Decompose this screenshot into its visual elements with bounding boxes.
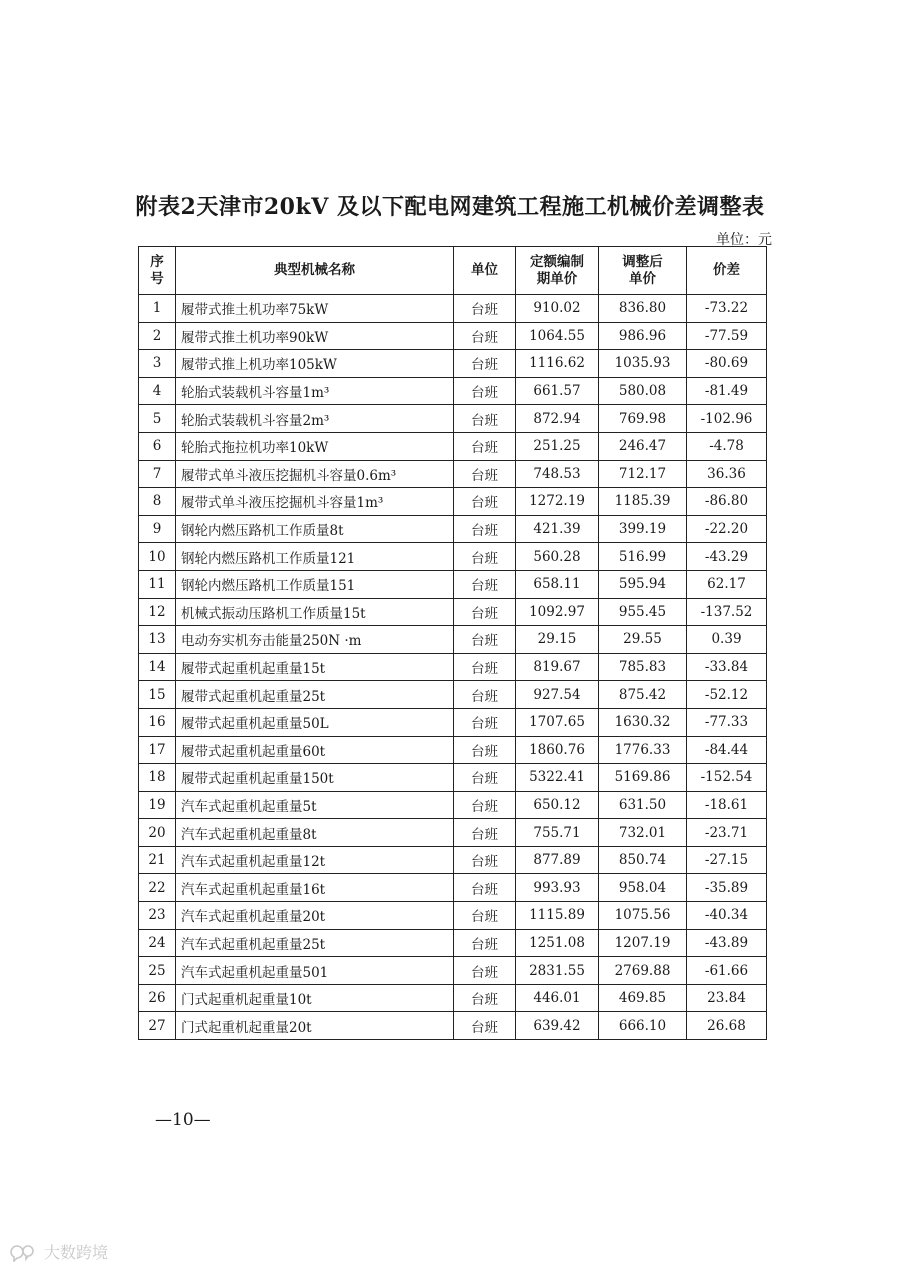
- cell-base-price: 446.01: [516, 984, 599, 1012]
- cell-name: 钢轮内燃压路机工作质量151: [176, 570, 454, 598]
- cell-unit: 台班: [454, 598, 516, 626]
- cell-unit: 台班: [454, 488, 516, 516]
- cell-name: 履带式推土机功率90kW: [176, 322, 454, 350]
- cell-base-price: 639.42: [516, 1012, 599, 1040]
- cell-unit: 台班: [454, 405, 516, 433]
- table-row: [139, 626, 767, 654]
- cell-name: 钢轮内燃压路机工作质量121: [176, 543, 454, 571]
- cell-diff: 62.17: [687, 570, 767, 598]
- cell-name: 汽车式起重机起重量12t: [176, 846, 454, 874]
- cell-adjusted-price: 875.42: [599, 681, 687, 709]
- cell-unit: 台班: [454, 432, 516, 460]
- cell-base-price: 755.71: [516, 819, 599, 847]
- page-number: —10—: [155, 1110, 211, 1130]
- table-row: [139, 295, 767, 323]
- cell-diff: -77.33: [687, 708, 767, 736]
- cell-base-price: 819.67: [516, 653, 599, 681]
- cell-unit: 台班: [454, 764, 516, 792]
- cell-diff: -52.12: [687, 681, 767, 709]
- cell-no: 8: [139, 488, 176, 516]
- cell-name: 门式起重机起重量10t: [176, 984, 454, 1012]
- table-row: [139, 984, 767, 1012]
- cell-unit: 台班: [454, 570, 516, 598]
- cell-diff: -22.20: [687, 515, 767, 543]
- cell-name: 钢轮内燃压路机工作质量8t: [176, 515, 454, 543]
- cell-base-price: 910.02: [516, 295, 599, 323]
- table-row: [139, 957, 767, 985]
- cell-no: 11: [139, 570, 176, 598]
- cell-unit: 台班: [454, 322, 516, 350]
- table-row: [139, 405, 767, 433]
- cell-no: 6: [139, 432, 176, 460]
- header-adjusted-price: 调整后单价: [599, 247, 687, 295]
- cell-name: 履带式起重机起重量50L: [176, 708, 454, 736]
- cell-unit: 台班: [454, 681, 516, 709]
- cell-unit: 台班: [454, 653, 516, 681]
- cell-name: 履带式单斗液压挖掘机斗容量0.6m³: [176, 460, 454, 488]
- cell-unit: 台班: [454, 902, 516, 930]
- cell-name: 汽车式起重机起重量25t: [176, 929, 454, 957]
- cell-unit: 台班: [454, 874, 516, 902]
- cell-base-price: 560.28: [516, 543, 599, 571]
- cell-adjusted-price: 712.17: [599, 460, 687, 488]
- cell-unit: 台班: [454, 736, 516, 764]
- cell-no: 18: [139, 764, 176, 792]
- cell-adjusted-price: 1630.32: [599, 708, 687, 736]
- table-row: [139, 708, 767, 736]
- cell-unit: 台班: [454, 350, 516, 378]
- cell-unit: 台班: [454, 819, 516, 847]
- cell-unit: 台班: [454, 1012, 516, 1040]
- cell-diff: -80.69: [687, 350, 767, 378]
- watermark: [8, 1240, 108, 1263]
- cell-base-price: 1707.65: [516, 708, 599, 736]
- cell-no: 10: [139, 543, 176, 571]
- cell-base-price: 877.89: [516, 846, 599, 874]
- cell-adjusted-price: 580.08: [599, 377, 687, 405]
- table-header-row: [139, 247, 767, 295]
- cell-no: 14: [139, 653, 176, 681]
- cell-unit: 台班: [454, 295, 516, 323]
- cell-adjusted-price: 785.83: [599, 653, 687, 681]
- cell-diff: -40.34: [687, 902, 767, 930]
- table-row: [139, 874, 767, 902]
- cell-unit: 台班: [454, 791, 516, 819]
- cell-name: 履带式单斗液压挖掘机斗容量1m³: [176, 488, 454, 516]
- cell-diff: -43.29: [687, 543, 767, 571]
- cell-name: 轮胎式拖拉机功率10kW: [176, 432, 454, 460]
- cell-name: 汽车式起重机起重量501: [176, 957, 454, 985]
- table-row: [139, 322, 767, 350]
- table-row: [139, 488, 767, 516]
- cell-no: 7: [139, 460, 176, 488]
- cell-no: 20: [139, 819, 176, 847]
- cell-diff: 23.84: [687, 984, 767, 1012]
- cell-diff: -84.44: [687, 736, 767, 764]
- cell-adjusted-price: 595.94: [599, 570, 687, 598]
- cell-adjusted-price: 631.50: [599, 791, 687, 819]
- cell-diff: -102.96: [687, 405, 767, 433]
- chat-bubble-logo-icon: [8, 1242, 38, 1262]
- table-row: [139, 1012, 767, 1040]
- header-no: 序号: [139, 247, 176, 295]
- cell-diff: 36.36: [687, 460, 767, 488]
- cell-diff: -61.66: [687, 957, 767, 985]
- cell-unit: 台班: [454, 708, 516, 736]
- table-row: [139, 791, 767, 819]
- cell-unit: 台班: [454, 626, 516, 654]
- cell-adjusted-price: 955.45: [599, 598, 687, 626]
- cell-base-price: 1860.76: [516, 736, 599, 764]
- table-row: [139, 543, 767, 571]
- table-row: [139, 681, 767, 709]
- cell-name: 汽车式起重机起重量16t: [176, 874, 454, 902]
- cell-adjusted-price: 836.80: [599, 295, 687, 323]
- cell-base-price: 29.15: [516, 626, 599, 654]
- cell-adjusted-price: 1035.93: [599, 350, 687, 378]
- cell-adjusted-price: 29.55: [599, 626, 687, 654]
- cell-adjusted-price: 666.10: [599, 1012, 687, 1040]
- cell-adjusted-price: 986.96: [599, 322, 687, 350]
- table-row: [139, 432, 767, 460]
- cell-name: 汽车式起重机起重量5t: [176, 791, 454, 819]
- table-row: [139, 350, 767, 378]
- cell-name: 履带式起重机起重量15t: [176, 653, 454, 681]
- table-row: [139, 902, 767, 930]
- cell-name: 履带式起重机起重量25t: [176, 681, 454, 709]
- cell-name: 门式起重机起重量20t: [176, 1012, 454, 1040]
- cell-base-price: 2831.55: [516, 957, 599, 985]
- cell-no: 25: [139, 957, 176, 985]
- cell-base-price: 993.93: [516, 874, 599, 902]
- cell-adjusted-price: 246.47: [599, 432, 687, 460]
- cell-base-price: 1064.55: [516, 322, 599, 350]
- cell-diff: -152.54: [687, 764, 767, 792]
- cell-no: 3: [139, 350, 176, 378]
- cell-unit: 台班: [454, 984, 516, 1012]
- cell-no: 27: [139, 1012, 176, 1040]
- cell-diff: -4.78: [687, 432, 767, 460]
- cell-base-price: 927.54: [516, 681, 599, 709]
- cell-base-price: 658.11: [516, 570, 599, 598]
- table-row: [139, 460, 767, 488]
- cell-base-price: 1092.97: [516, 598, 599, 626]
- cell-no: 24: [139, 929, 176, 957]
- cell-adjusted-price: 850.74: [599, 846, 687, 874]
- cell-diff: -27.15: [687, 846, 767, 874]
- cell-base-price: 748.53: [516, 460, 599, 488]
- cell-base-price: 650.12: [516, 791, 599, 819]
- cell-adjusted-price: 1075.56: [599, 902, 687, 930]
- cell-name: 电动夯实机夯击能量250N ·m: [176, 626, 454, 654]
- table-row: [139, 598, 767, 626]
- cell-unit: 台班: [454, 957, 516, 985]
- cell-diff: -81.49: [687, 377, 767, 405]
- cell-name: 履带式起重机起重量150t: [176, 764, 454, 792]
- cell-name: 汽车式起重机起重量8t: [176, 819, 454, 847]
- cell-adjusted-price: 769.98: [599, 405, 687, 433]
- cell-name: 轮胎式装载机斗容量1m³: [176, 377, 454, 405]
- table-row: [139, 570, 767, 598]
- cell-unit: 台班: [454, 377, 516, 405]
- cell-diff: -33.84: [687, 653, 767, 681]
- cell-name: 汽车式起重机起重量20t: [176, 902, 454, 930]
- cell-diff: -43.89: [687, 929, 767, 957]
- cell-no: 9: [139, 515, 176, 543]
- cell-diff: -137.52: [687, 598, 767, 626]
- header-base-price: 定额编制期单价: [516, 247, 599, 295]
- header-name: 典型机械名称: [176, 247, 454, 295]
- table-row: [139, 736, 767, 764]
- cell-name: 轮胎式装载机斗容量2m³: [176, 405, 454, 433]
- cell-adjusted-price: 732.01: [599, 819, 687, 847]
- price-difference-table: [138, 246, 767, 1040]
- cell-no: 1: [139, 295, 176, 323]
- cell-unit: 台班: [454, 543, 516, 571]
- cell-no: 17: [139, 736, 176, 764]
- cell-adjusted-price: 1185.39: [599, 488, 687, 516]
- cell-base-price: 1251.08: [516, 929, 599, 957]
- cell-adjusted-price: 516.99: [599, 543, 687, 571]
- cell-no: 15: [139, 681, 176, 709]
- table-row: [139, 515, 767, 543]
- table-row: [139, 819, 767, 847]
- cell-no: 23: [139, 902, 176, 930]
- cell-base-price: 872.94: [516, 405, 599, 433]
- cell-name: 履带式推土机功率75kW: [176, 295, 454, 323]
- cell-name: 机械式振动压路机工作质量15t: [176, 598, 454, 626]
- cell-no: 26: [139, 984, 176, 1012]
- table-row: [139, 377, 767, 405]
- cell-diff: -35.89: [687, 874, 767, 902]
- cell-base-price: 1115.89: [516, 902, 599, 930]
- cell-no: 2: [139, 322, 176, 350]
- cell-unit: 台班: [454, 515, 516, 543]
- cell-adjusted-price: 5169.86: [599, 764, 687, 792]
- cell-unit: 台班: [454, 929, 516, 957]
- cell-adjusted-price: 958.04: [599, 874, 687, 902]
- cell-unit: 台班: [454, 846, 516, 874]
- cell-base-price: 1272.19: [516, 488, 599, 516]
- cell-no: 19: [139, 791, 176, 819]
- cell-adjusted-price: 2769.88: [599, 957, 687, 985]
- cell-base-price: 251.25: [516, 432, 599, 460]
- table-row: [139, 929, 767, 957]
- table-row: [139, 846, 767, 874]
- page-title: 附表2天津市20kV 及以下配电网建筑工程施工机械价差调整表: [135, 194, 765, 220]
- cell-no: 21: [139, 846, 176, 874]
- cell-unit: 台班: [454, 460, 516, 488]
- cell-diff: -86.80: [687, 488, 767, 516]
- cell-name: 履带式起重机起重量60t: [176, 736, 454, 764]
- cell-no: 22: [139, 874, 176, 902]
- cell-diff: -73.22: [687, 295, 767, 323]
- cell-adjusted-price: 1776.33: [599, 736, 687, 764]
- header-diff: 价差: [687, 247, 767, 295]
- cell-base-price: 1116.62: [516, 350, 599, 378]
- unit-note: 单位：元: [716, 232, 772, 248]
- cell-diff: 26.68: [687, 1012, 767, 1040]
- cell-no: 12: [139, 598, 176, 626]
- cell-no: 4: [139, 377, 176, 405]
- cell-adjusted-price: 399.19: [599, 515, 687, 543]
- table-row: [139, 764, 767, 792]
- cell-adjusted-price: 469.85: [599, 984, 687, 1012]
- table-body: [139, 295, 767, 1040]
- cell-diff: -18.61: [687, 791, 767, 819]
- cell-diff: -23.71: [687, 819, 767, 847]
- cell-base-price: 661.57: [516, 377, 599, 405]
- cell-name: 履带式推上机功率105kW: [176, 350, 454, 378]
- cell-base-price: 421.39: [516, 515, 599, 543]
- cell-no: 5: [139, 405, 176, 433]
- cell-adjusted-price: 1207.19: [599, 929, 687, 957]
- cell-no: 16: [139, 708, 176, 736]
- cell-base-price: 5322.41: [516, 764, 599, 792]
- cell-no: 13: [139, 626, 176, 654]
- cell-diff: -77.59: [687, 322, 767, 350]
- cell-diff: 0.39: [687, 626, 767, 654]
- header-unit: 单位: [454, 247, 516, 295]
- table-row: [139, 653, 767, 681]
- watermark-text: 大数跨境: [44, 1243, 109, 1262]
